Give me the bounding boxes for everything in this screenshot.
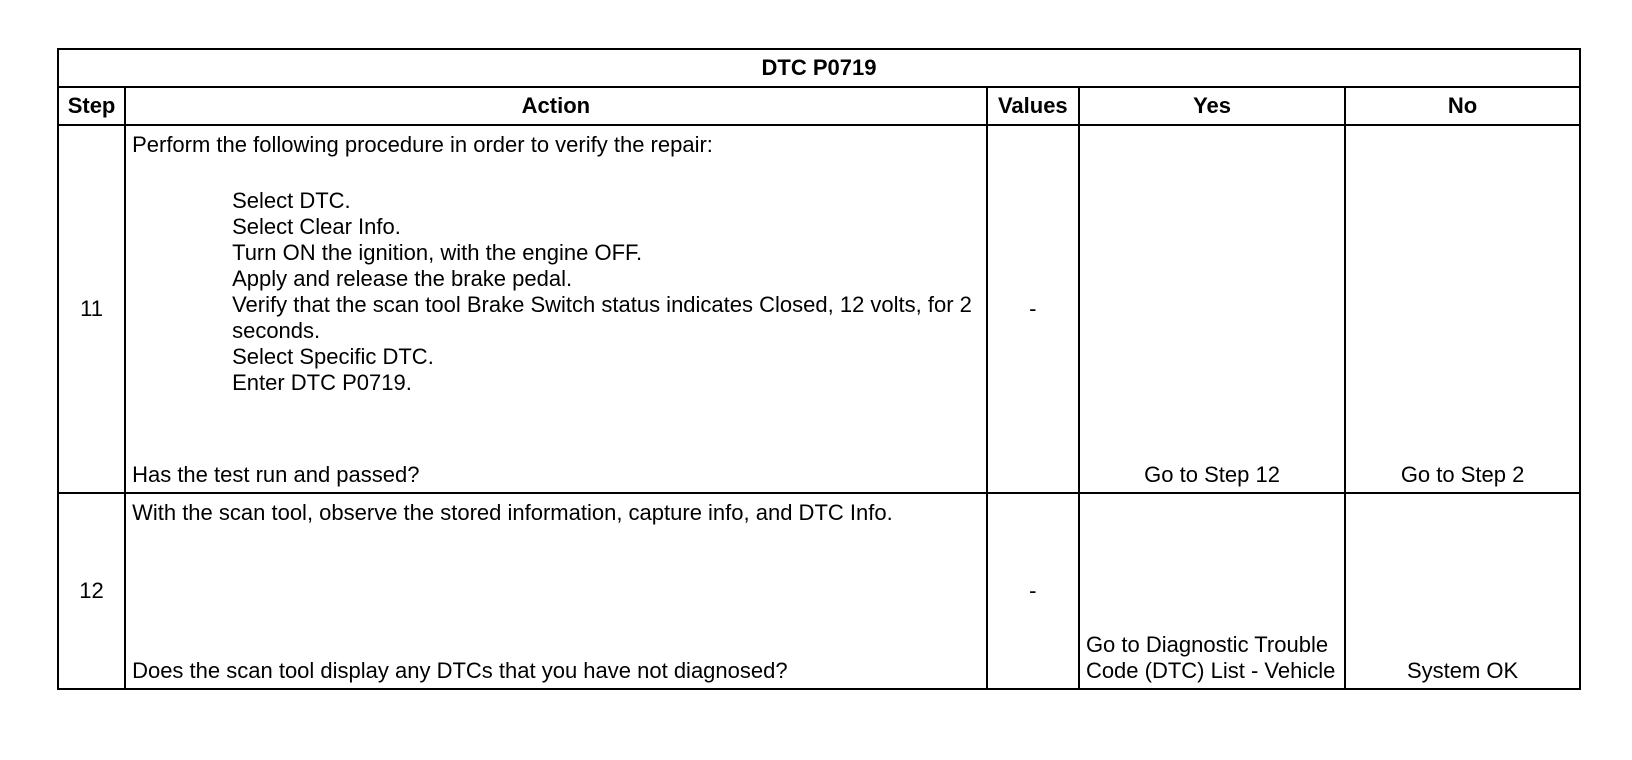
- step-number: 11: [59, 126, 126, 494]
- dtc-table: [57, 48, 1581, 690]
- table-row: [59, 494, 1581, 690]
- header-step: Step: [59, 88, 126, 126]
- action-cell: [126, 494, 988, 690]
- header-no: No: [1346, 88, 1581, 126]
- action-intro: Perform the following procedure in order to verify the repair:: [132, 132, 713, 157]
- header-yes: Yes: [1080, 88, 1346, 126]
- action-cell: [126, 126, 988, 494]
- no-cell: Go to Step 2: [1346, 126, 1581, 494]
- step-number: 12: [59, 494, 126, 690]
- procedure-step: Verify that the scan tool Brake Switch status indicates Closed, 12 volts, for 2 seconds.: [232, 292, 972, 343]
- yes-cell: Go to Diagnostic Trouble Code (DTC) List - Vehicle: [1080, 494, 1346, 690]
- no-cell: System OK: [1346, 494, 1581, 690]
- procedure-step: Enter DTC P0719.: [232, 370, 412, 395]
- table-header-row: [59, 88, 1581, 126]
- table-title: DTC P0719: [59, 50, 1581, 88]
- procedure-list: [232, 188, 980, 396]
- procedure-step: Turn ON the ignition, with the engine OFF.: [232, 240, 643, 265]
- procedure-step: Select DTC.: [232, 188, 351, 213]
- action-intro: With the scan tool, observe the stored information, capture info, and DTC Info.: [132, 500, 893, 525]
- procedure-step: Apply and release the brake pedal.: [232, 266, 573, 291]
- header-values: Values: [988, 88, 1080, 126]
- procedure-step: Select Clear Info.: [232, 214, 401, 239]
- header-action: Action: [126, 88, 988, 126]
- yes-cell: Go to Step 12: [1080, 126, 1346, 494]
- table-title-row: [59, 50, 1581, 88]
- document-page: [57, 48, 1581, 690]
- table-row: [59, 126, 1581, 494]
- values-cell: -: [988, 494, 1080, 690]
- action-question: Does the scan tool display any DTCs that you have not diagnosed?: [132, 658, 788, 683]
- values-cell: -: [988, 126, 1080, 494]
- action-question: Has the test run and passed?: [132, 462, 420, 487]
- procedure-step: Select Specific DTC.: [232, 344, 434, 369]
